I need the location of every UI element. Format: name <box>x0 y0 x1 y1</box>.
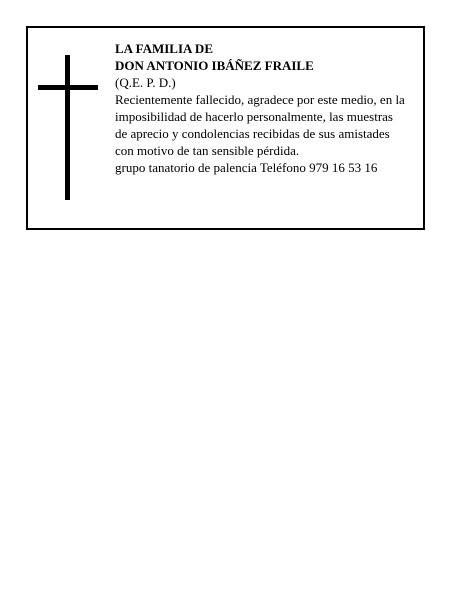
funeral-home-contact: grupo tanatorio de palencia Teléfono 979 16 53 16 <box>115 160 378 175</box>
cross-vertical-bar <box>65 55 70 200</box>
heading-family: LA FAMILIA DE <box>115 41 213 56</box>
message-line: Recientemente fallecido, agradece por este medio, en la <box>115 92 405 107</box>
notice-text <box>115 40 420 176</box>
obituary-notice <box>26 26 425 230</box>
cross-horizontal-bar <box>38 85 98 90</box>
message-line: con motivo de tan sensible pérdida. <box>115 143 300 158</box>
message-line: de aprecio y condolencias recibidas de sus amistades <box>115 126 390 141</box>
heading-deceased-name: DON ANTONIO IBÁÑEZ FRAILE <box>115 58 314 73</box>
rip-abbreviation: (Q.E. P. D.) <box>115 75 176 90</box>
message-line: imposibilidad de hacerlo personalmente, las muestras <box>115 109 393 124</box>
cross-icon <box>38 55 98 200</box>
